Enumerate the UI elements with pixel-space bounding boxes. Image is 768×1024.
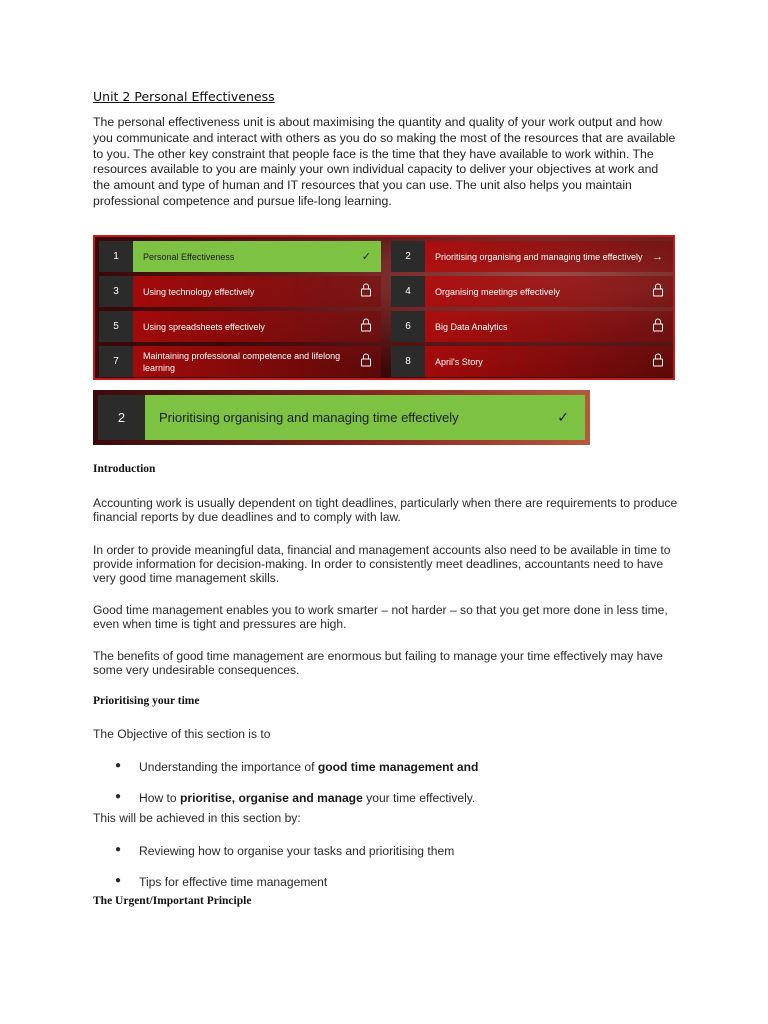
list-item (115, 844, 454, 858)
lock-icon (361, 284, 371, 299)
intro-paragraph: The personal effectiveness unit is about maximising the quantity and quality of your work output and how you communicate and interact with others as you do so making the most of the resources that are available to you. The other key constraint that people face is the time that they have available to work within. The resources available to you are mainly your own individual capacity to deliver your objectives at work and the amount and type of human and IT resources that you can use. The unit also helps you maintain professional competence and pursue life-long learning. (93, 115, 676, 208)
bullet-icon: ● (115, 760, 122, 771)
section-number: 2 (98, 395, 145, 440)
arrow-right-icon: → (652, 250, 663, 263)
check-icon: ✓ (361, 250, 371, 263)
module-label: Maintaining professional competence and lifelong learning (143, 350, 341, 373)
section-label-box[interactable] (145, 395, 585, 440)
lock-icon (653, 354, 663, 369)
module-label: April's Story (435, 356, 483, 367)
module-number: 5 (99, 311, 133, 342)
module-number: 8 (391, 346, 425, 377)
introduction-heading: Introduction (93, 463, 156, 475)
urgent-important-heading: The Urgent/Important Principle (93, 895, 252, 907)
current-section-banner (93, 390, 590, 445)
module-grid-banner (93, 235, 675, 380)
introduction-paragraph-1: Accounting work is usually dependent on tight deadlines, particularly when there are requirements to produce financial reports by due deadlines and to comply with law. (93, 496, 678, 524)
list-item (115, 875, 327, 889)
module-label: Organising meetings effectively (435, 286, 560, 297)
bullet-bold-text: good time management and (317, 760, 479, 774)
bullet-text: Tips for effective time management (139, 875, 328, 889)
module-label: Prioritising organising and managing time effectively (435, 251, 643, 262)
module-item-2[interactable] (391, 241, 673, 272)
module-label: Using technology effectively (143, 286, 255, 297)
module-item-5[interactable] (99, 311, 381, 342)
module-item-1[interactable] (99, 241, 381, 272)
module-number: 3 (99, 276, 133, 307)
introduction-paragraph-4: The benefits of good time management are enormous but failing to manage your time effectively may have some very undesirable consequences. (93, 649, 663, 677)
bullet-text: your time effectively. (362, 791, 476, 805)
lock-icon (361, 354, 371, 369)
bullet-bold-text: prioritise, organise and manage (180, 791, 363, 805)
section-label: Prioritising organising and managing time effectively (159, 410, 459, 425)
bullet-text: How to (139, 791, 180, 805)
introduction-paragraph-2: In order to provide meaningful data, financial and management accounts also need to be available in time to provide information for decision-making. In order to consistently meet deadlines, accountants need to have very good time management skills. (93, 543, 671, 585)
module-number: 4 (391, 276, 425, 307)
module-label: Big Data Analytics (435, 321, 508, 332)
module-label: Using spreadsheets effectively (143, 321, 265, 332)
lock-icon (653, 319, 663, 334)
objective-text: The Objective of this section is to (93, 727, 271, 741)
prioritising-heading: Prioritising your time (93, 695, 200, 707)
module-number: 1 (99, 241, 133, 272)
module-item-8[interactable] (391, 346, 673, 377)
bullet-text: Reviewing how to organise your tasks and prioritising them (139, 844, 455, 858)
module-item-6[interactable] (391, 311, 673, 342)
bullet-icon: ● (115, 875, 122, 886)
achieved-text: This will be achieved in this section by: (93, 811, 301, 825)
check-icon: ✓ (557, 409, 569, 425)
module-label: Personal Effectiveness (143, 251, 235, 262)
list-item (115, 791, 475, 805)
lock-icon (361, 319, 371, 334)
module-number: 7 (99, 346, 133, 377)
module-number: 6 (391, 311, 425, 342)
introduction-paragraph-3: Good time management enables you to work smarter – not harder – so that you get more done in less time, even when time is tight and pressures are high. (93, 603, 668, 631)
list-item (115, 760, 478, 774)
module-number: 2 (391, 241, 425, 272)
module-item-3[interactable] (99, 276, 381, 307)
module-item-4[interactable] (391, 276, 673, 307)
bullet-icon: ● (115, 844, 122, 855)
bullet-text: Understanding the importance of (139, 760, 318, 774)
module-item-7[interactable] (99, 346, 381, 377)
bullet-icon: ● (115, 791, 122, 802)
unit-title: Unit 2 Personal Effectiveness (93, 89, 275, 104)
lock-icon (653, 284, 663, 299)
